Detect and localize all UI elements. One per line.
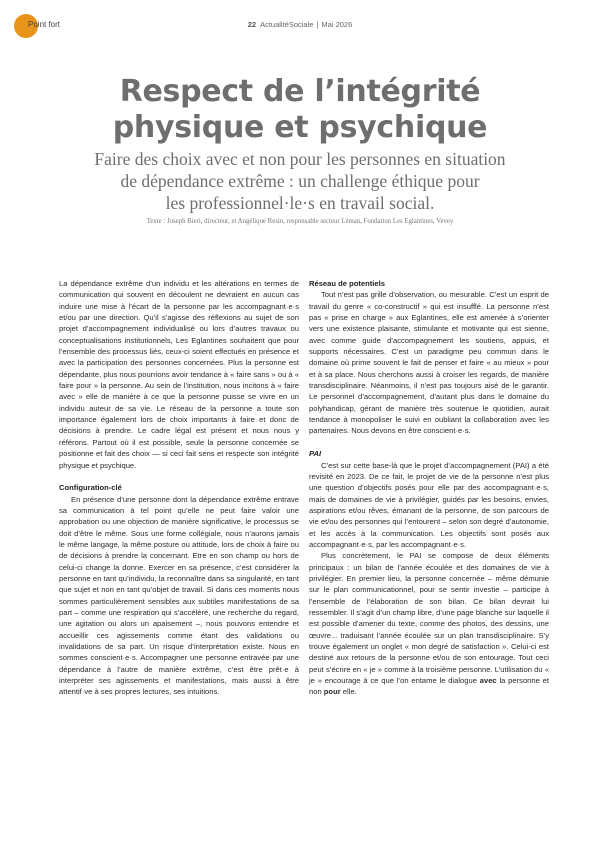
paragraph-text: elle. [342, 687, 357, 697]
section-heading-pai: PAI [309, 449, 322, 459]
publication-name: ActualitéSociale [260, 20, 314, 29]
emphasis-avec: avec [479, 676, 497, 686]
header-separator: | [316, 20, 319, 29]
subtitle-line: Faire des choix avec et non pour les personnes en situation [94, 149, 506, 169]
article-subtitle [50, 148, 550, 214]
page-number: 22 [247, 20, 257, 29]
rubric-label: Point fort [28, 20, 61, 29]
section-heading-configuration: Configuration-clé [59, 483, 122, 493]
body-paragraph: C’est sur cette base-là que le projet d’accompagnement (PAI) a été revisité en 2023. De ce fait, le projet de vie de la personne n’est plus une question d’objectifs posés pour elle par des accompagnant·e·s, mais de domaines de vie à privilégier, guidés par les besoins, envies, aspirations et/ou rêves, émanant de la personne, de son parcours de vie et/ou des personnes qui l’entourent – selon son degré d’autonomie, et les accès à la communication. Les objectifs sont posés aux accompagnant·e·s, par les accompagnant·e·s. [309, 460, 549, 549]
subtitle-line: les professionnel·le·s en travail social. [165, 193, 435, 213]
left-column [59, 278, 299, 698]
right-column [309, 278, 549, 698]
body-paragraph: Tout n’est pas grille d’observation, ou mesurable. C’est un esprit de travail du genre « co-constructif » qui est insufflé. La personne n’est pas « prise en charge » aux Eglantines, elle est amenée à s’orienter vers une existence plaisante, stimulante et motivante qui est sienne, avec comme guide d’accompagnement les soutiens, appuis, et supports nécessaires. C’est un paradigme peu commun dans le domaine où prime souvent le fait de penser et faire « au mieux » pour et à sa place. Nous cherchons aussi à croiser les regards, de manière transdisciplinaire. Néanmoins, il n’est pas toujours aisé de le garantir. Le personnel d’accompagnement, d’autant plus dans le domaine du polyhandicap, gérant de manière très soutenue le quotidien, aurait tendance à monopoliser le suivi en oubliant la collaboration avec les partenaires. Nous devons en être conscient·e·s. [309, 290, 549, 436]
title-line: Respect de l’intégrité [119, 74, 481, 109]
section-heading-reseau: Réseau de potentiels [309, 279, 385, 288]
subtitle-line: de dépendance extrême : un challenge éthique pour [120, 171, 480, 191]
issue-date: Mai 2026 [321, 20, 353, 29]
running-header [0, 20, 600, 29]
intro-paragraph: La dépendance extrême d’un individu et les altérations en termes de communication qui souvent en découlent ne devraient en aucun cas induire une mise à l’écart de la personne par les accompagnant·e·s et/ou par une direction. Qu’il s’agisse des réflexions au sujet de son projet d’accompagnement individualisé ou lors d’autres travaux ou conceptualisations institutionnels, Les Eglantines souhaitent que pour l’ensemble des processus liés, ceux-ci soient effectués en présence et avec la participation des personnes concernées. Plus la personne est dépendante, plus nous pourrions avoir tendance à « faire sans » ou à « faire pour » la personne. Au sein de l’institution, nous incitons à « faire avec » elle de manière à ce que la personne puisse se vivre en un individu auteur de sa vie. Le réseau de la personne a toute son importance également lors de choix importants à faire et donc de décisions à prendre. Le cadre légal est présent et nous nous y référons. Partout où il est possible, seule la personne concernée se positionne et fait des choix — si ceci fait sens et respecte son intégrité physique et psychique. [59, 279, 299, 470]
body-paragraph [309, 550, 549, 697]
author-credits: Texte : Joseph Bieri, directeur, et Angélique Resin, responsable secteur Léman, Fondation Les Eglantines, Vevey [146, 218, 454, 225]
title-line: physique et psychique [112, 110, 488, 145]
body-paragraph: En présence d’une personne dont la dépendance extrême entrave sa communication à tel point qu’elle ne peut faire valoir une approbation ou une objection de manière significative, le processus se doit d’être le même. Sous une forme collégiale, nous n’aurons jamais le même langage, la même posture ou attitude, lors de choix à faire ou de décisions à prendre la concernant. Etre en son champ ou hors de celui-ci change la donne. Exercer en sa présence, c’est considérer la personne en tant qu’individu, la reconnaître dans sa singularité, en tant que sujet et non en tant qu’objet de travail. Si dans ces moments nous sommes particulièrement sensibles aux subtiles manifestations de sa part – comme une respiration qui s’accélère, une recherche du regard, une agitation ou alors un apaisement –, nous pouvons entendre et accueillir ces agissements comme étant des validations ou invalidations de sa part. Un risque d’interprétation existe. Nous en sommes conscient·e·s. Accompagner une personne entravée par une dépendance à l’autre de manière extrême, c’est être prêt·e à interpréter ses agissements et manifestations, mais aussi à être attentif·ve à ses propres lectures, ses intuitions. [59, 494, 299, 697]
article-title [40, 74, 560, 146]
paragraph-text: la personne et non [309, 676, 549, 697]
paragraph-text: Plus concrètement, le PAI se compose de deux éléments principaux : un bilan de l’année écoulée et des domaines de vie à privilégier. En premier lieu, la personne concernée – même démunie sur le plan communicationnel, pour se sentir investie – participe à l’ensemble de l’élaboration de son bilan. Ce bilan devrait lui ressembler. Il s’agit d’un champ libre, d’une page blanche sur laquelle il est possible d’amener du texte, comme des photos, des dessins, une œuvre... traduisant l’année écoulée sur un plan transdisciplinaire. S’y trouve également un onglet « mon degré de satisfaction ». Celui-ci est destiné aux retours de la personne et/ou de son entourage. Tout ceci peut s’écrire en « je » comme à la troisième personne. L’utilisation du « je » encourage à ce que l’on entame le dialogue [309, 551, 549, 686]
emphasis-pour: pour [323, 687, 341, 697]
